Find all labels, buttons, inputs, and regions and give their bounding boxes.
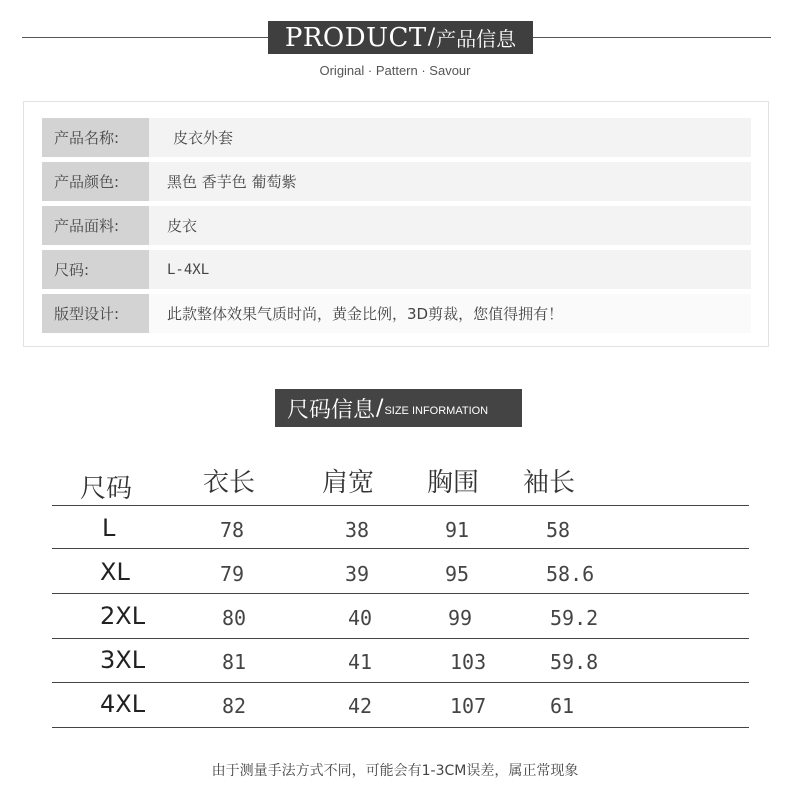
table-cell: 91 [445, 518, 470, 542]
info-label: 版型设计: [42, 294, 149, 333]
table-rule [52, 682, 749, 683]
table-header-sleeve: 袖长 [523, 468, 576, 498]
table-cell: 61 [550, 694, 575, 718]
table-cell: 99 [448, 606, 473, 630]
product-title-cn: 产品信息 [436, 27, 517, 51]
table-cell: 78 [220, 518, 245, 542]
table-cell: 103 [450, 650, 487, 674]
product-title-en: PRODUCT [284, 22, 427, 53]
table-rule [52, 727, 749, 728]
product-info-banner [268, 21, 533, 54]
info-row-name [42, 118, 751, 157]
table-rule [52, 593, 749, 594]
header-divider-left [22, 37, 268, 38]
table-cell: 95 [445, 562, 470, 586]
table-rule [52, 548, 749, 549]
size-title-en: SIZE INFORMATION [384, 405, 489, 417]
size-info-banner [275, 389, 522, 427]
table-cell: 41 [348, 650, 373, 674]
info-label: 产品面料: [42, 206, 149, 245]
header-divider-right [533, 37, 771, 38]
table-header-length: 衣长 [203, 468, 256, 498]
product-subtitle: Original · Pattern · Savour [319, 63, 471, 78]
table-header-size: 尺码 [80, 474, 133, 504]
table-rule [52, 505, 749, 506]
table-cell: 59.2 [550, 606, 599, 630]
product-title-separator: / [427, 25, 436, 50]
info-row-fabric [42, 206, 751, 245]
info-value: 皮衣外套 [149, 118, 751, 157]
info-row-design [42, 294, 751, 333]
size-title-cn: 尺码信息 [287, 397, 376, 423]
info-label: 产品颜色: [42, 162, 149, 201]
measurement-note: 由于测量手法方式不同，可能会有1-3CM误差，属正常现象 [211, 763, 579, 779]
info-value: 皮衣 [149, 206, 751, 245]
table-cell: 80 [222, 606, 247, 630]
table-cell-size: 3XL [100, 646, 146, 674]
table-cell: 107 [450, 694, 487, 718]
info-label: 产品名称: [42, 118, 149, 157]
info-value: 此款整体效果气质时尚，黄金比例，3D剪裁，您值得拥有！ [149, 294, 751, 333]
info-value: L-4XL [149, 250, 751, 289]
table-cell-size: XL [100, 558, 130, 586]
size-title-separator: / [376, 395, 384, 421]
table-cell: 39 [345, 562, 370, 586]
table-cell-size: 2XL [100, 602, 146, 630]
table-cell: 81 [222, 650, 247, 674]
table-cell: 40 [348, 606, 373, 630]
table-header-shoulder: 肩宽 [322, 468, 375, 498]
table-rule [52, 638, 749, 639]
table-cell: 82 [222, 694, 247, 718]
product-info-box [23, 101, 769, 347]
info-row-color [42, 162, 751, 201]
table-header-chest: 胸围 [427, 468, 480, 498]
table-cell: 59.8 [550, 650, 599, 674]
table-cell: 58 [546, 518, 571, 542]
table-cell: 58.6 [546, 562, 595, 586]
table-cell-size: 4XL [100, 690, 146, 718]
info-value: 黑色 香芋色 葡萄紫 [149, 162, 751, 201]
table-cell: 79 [220, 562, 245, 586]
table-cell: 42 [348, 694, 373, 718]
table-cell: 38 [345, 518, 370, 542]
table-cell-size: L [102, 514, 116, 542]
info-row-size [42, 250, 751, 289]
info-label: 尺码: [42, 250, 149, 289]
